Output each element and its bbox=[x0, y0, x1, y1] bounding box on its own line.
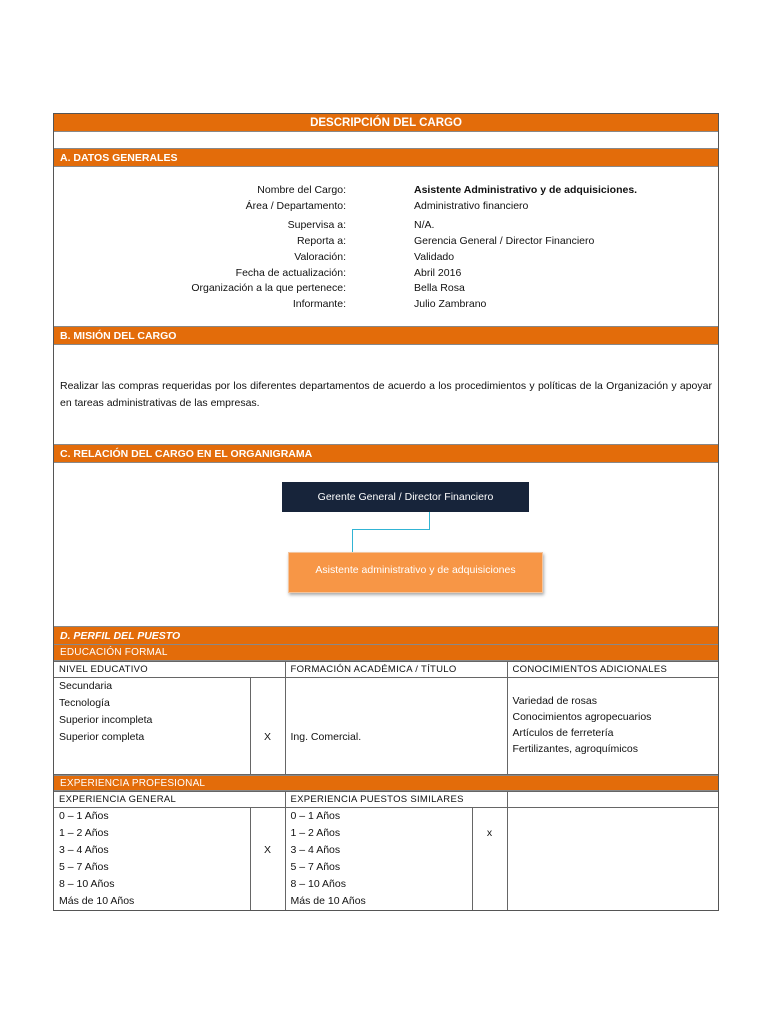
list-item: Tecnología bbox=[59, 697, 110, 709]
field-row-informante bbox=[54, 296, 718, 312]
spacer-row bbox=[54, 132, 718, 149]
col-header-conocimientos: CONOCIMIENTOS ADICIONALES bbox=[507, 662, 718, 678]
education-header-row bbox=[54, 662, 718, 678]
experience-table bbox=[54, 791, 718, 910]
org-connector bbox=[352, 529, 353, 553]
field-value: Gerencia General / Director Financiero bbox=[414, 235, 595, 247]
empty-cell bbox=[507, 808, 718, 911]
experience-general-mark: X bbox=[263, 844, 271, 856]
similar-ranges-cell bbox=[285, 808, 472, 911]
list-item: 8 – 10 Años bbox=[290, 878, 346, 890]
formacion-cell bbox=[285, 678, 507, 775]
list-item: Conocimientos agropecuarios bbox=[512, 711, 652, 723]
list-item: Superior completa bbox=[59, 731, 145, 743]
education-body-row bbox=[54, 678, 718, 775]
education-subheader: EDUCACIÓN FORMAL bbox=[54, 645, 718, 661]
section-c-header: C. RELACIÓN DEL CARGO EN EL ORGANIGRAMA bbox=[54, 445, 718, 463]
field-label: Informante: bbox=[292, 298, 346, 310]
field-value: Abril 2016 bbox=[414, 267, 462, 279]
col-header-formacion: FORMACIÓN ACADÉMICA / TÍTULO bbox=[285, 662, 507, 678]
mark-cell bbox=[250, 678, 285, 775]
field-value: Bella Rosa bbox=[414, 282, 465, 294]
field-row-reporta bbox=[54, 233, 718, 249]
section-a-header: A. DATOS GENERALES bbox=[54, 149, 718, 167]
col-header-nivel: NIVEL EDUCATIVO bbox=[54, 662, 285, 678]
experience-similar-mark: x bbox=[486, 827, 493, 839]
field-value: Administrativo financiero bbox=[414, 200, 529, 212]
list-item: 3 – 4 Años bbox=[59, 844, 109, 856]
education-mark: X bbox=[263, 731, 271, 743]
mission-text: Realizar las compras requeridas por los diferentes departamentos de acuerdo a los procedimientos y políticas de la Organización y apoyar en tareas administrativas de las empresas. bbox=[54, 345, 718, 445]
list-item: Artículos de ferretería bbox=[512, 727, 614, 739]
general-mark-cell bbox=[250, 808, 285, 911]
section-b-header: B. MISIÓN DEL CARGO bbox=[54, 327, 718, 345]
col-header-empty bbox=[507, 792, 718, 808]
experience-body-row bbox=[54, 808, 718, 911]
list-item: 1 – 2 Años bbox=[59, 827, 109, 839]
col-header-general: EXPERIENCIA GENERAL bbox=[54, 792, 285, 808]
col-header-similares: EXPERIENCIA PUESTOS SIMILARES bbox=[285, 792, 507, 808]
field-value: N/A. bbox=[414, 219, 435, 231]
similar-mark-cell bbox=[472, 808, 507, 911]
list-item: Más de 10 Años bbox=[290, 895, 366, 907]
field-row-nombre bbox=[54, 182, 718, 198]
field-label: Nombre del Cargo: bbox=[257, 184, 346, 196]
niveles-cell bbox=[54, 678, 250, 775]
field-label: Organización a la que pertenece: bbox=[191, 282, 346, 294]
list-item: 5 – 7 Años bbox=[59, 861, 109, 873]
job-description-form bbox=[53, 113, 719, 911]
experience-header-row bbox=[54, 792, 718, 808]
field-row-fecha bbox=[54, 265, 718, 281]
org-connector bbox=[352, 529, 430, 530]
list-item: 0 – 1 Años bbox=[290, 810, 341, 822]
page-title: DESCRIPCIÓN DEL CARGO bbox=[54, 114, 718, 132]
field-label: Valoración: bbox=[294, 251, 346, 263]
section-d-header: D. PERFIL DEL PUESTO bbox=[54, 627, 718, 645]
field-row-area bbox=[54, 198, 718, 214]
field-row-valoracion bbox=[54, 249, 718, 265]
org-chart bbox=[54, 463, 718, 627]
list-item: 5 – 7 Años bbox=[290, 861, 341, 873]
field-label: Reporta a: bbox=[296, 235, 346, 247]
education-table bbox=[54, 661, 718, 775]
field-label: Área / Departamento: bbox=[245, 200, 346, 212]
list-item: 0 – 1 Años bbox=[59, 810, 109, 822]
formacion-value: Ing. Comercial. bbox=[290, 731, 362, 743]
list-item: 3 – 4 Años bbox=[290, 844, 341, 856]
field-value: Validado bbox=[414, 251, 455, 263]
field-row-supervisa bbox=[54, 217, 718, 233]
org-box-assistant: Asistente administrativo y de adquisiciones bbox=[288, 552, 543, 593]
field-value: Julio Zambrano bbox=[414, 298, 487, 310]
experience-subheader: EXPERIENCIA PROFESIONAL bbox=[54, 775, 718, 791]
field-row-organizacion bbox=[54, 280, 718, 296]
list-item: Variedad de rosas bbox=[512, 695, 597, 707]
list-item: Superior incompleta bbox=[59, 714, 153, 726]
general-data-block bbox=[54, 167, 718, 327]
list-item: Fertilizantes, agroquímicos bbox=[512, 743, 638, 755]
list-item: 1 – 2 Años bbox=[290, 827, 341, 839]
list-item: Más de 10 Años bbox=[59, 895, 135, 907]
field-label: Supervisa a: bbox=[287, 219, 346, 231]
list-item: 8 – 10 Años bbox=[59, 878, 115, 890]
conocimientos-cell bbox=[507, 678, 718, 775]
general-ranges-cell bbox=[54, 808, 250, 911]
field-value: Asistente Administrativo y de adquisiciones. bbox=[414, 184, 638, 196]
list-item: Secundaria bbox=[59, 680, 113, 692]
org-connector bbox=[429, 512, 430, 529]
org-box-manager: Gerente General / Director Financiero bbox=[282, 482, 529, 512]
field-label: Fecha de actualización: bbox=[235, 267, 346, 279]
